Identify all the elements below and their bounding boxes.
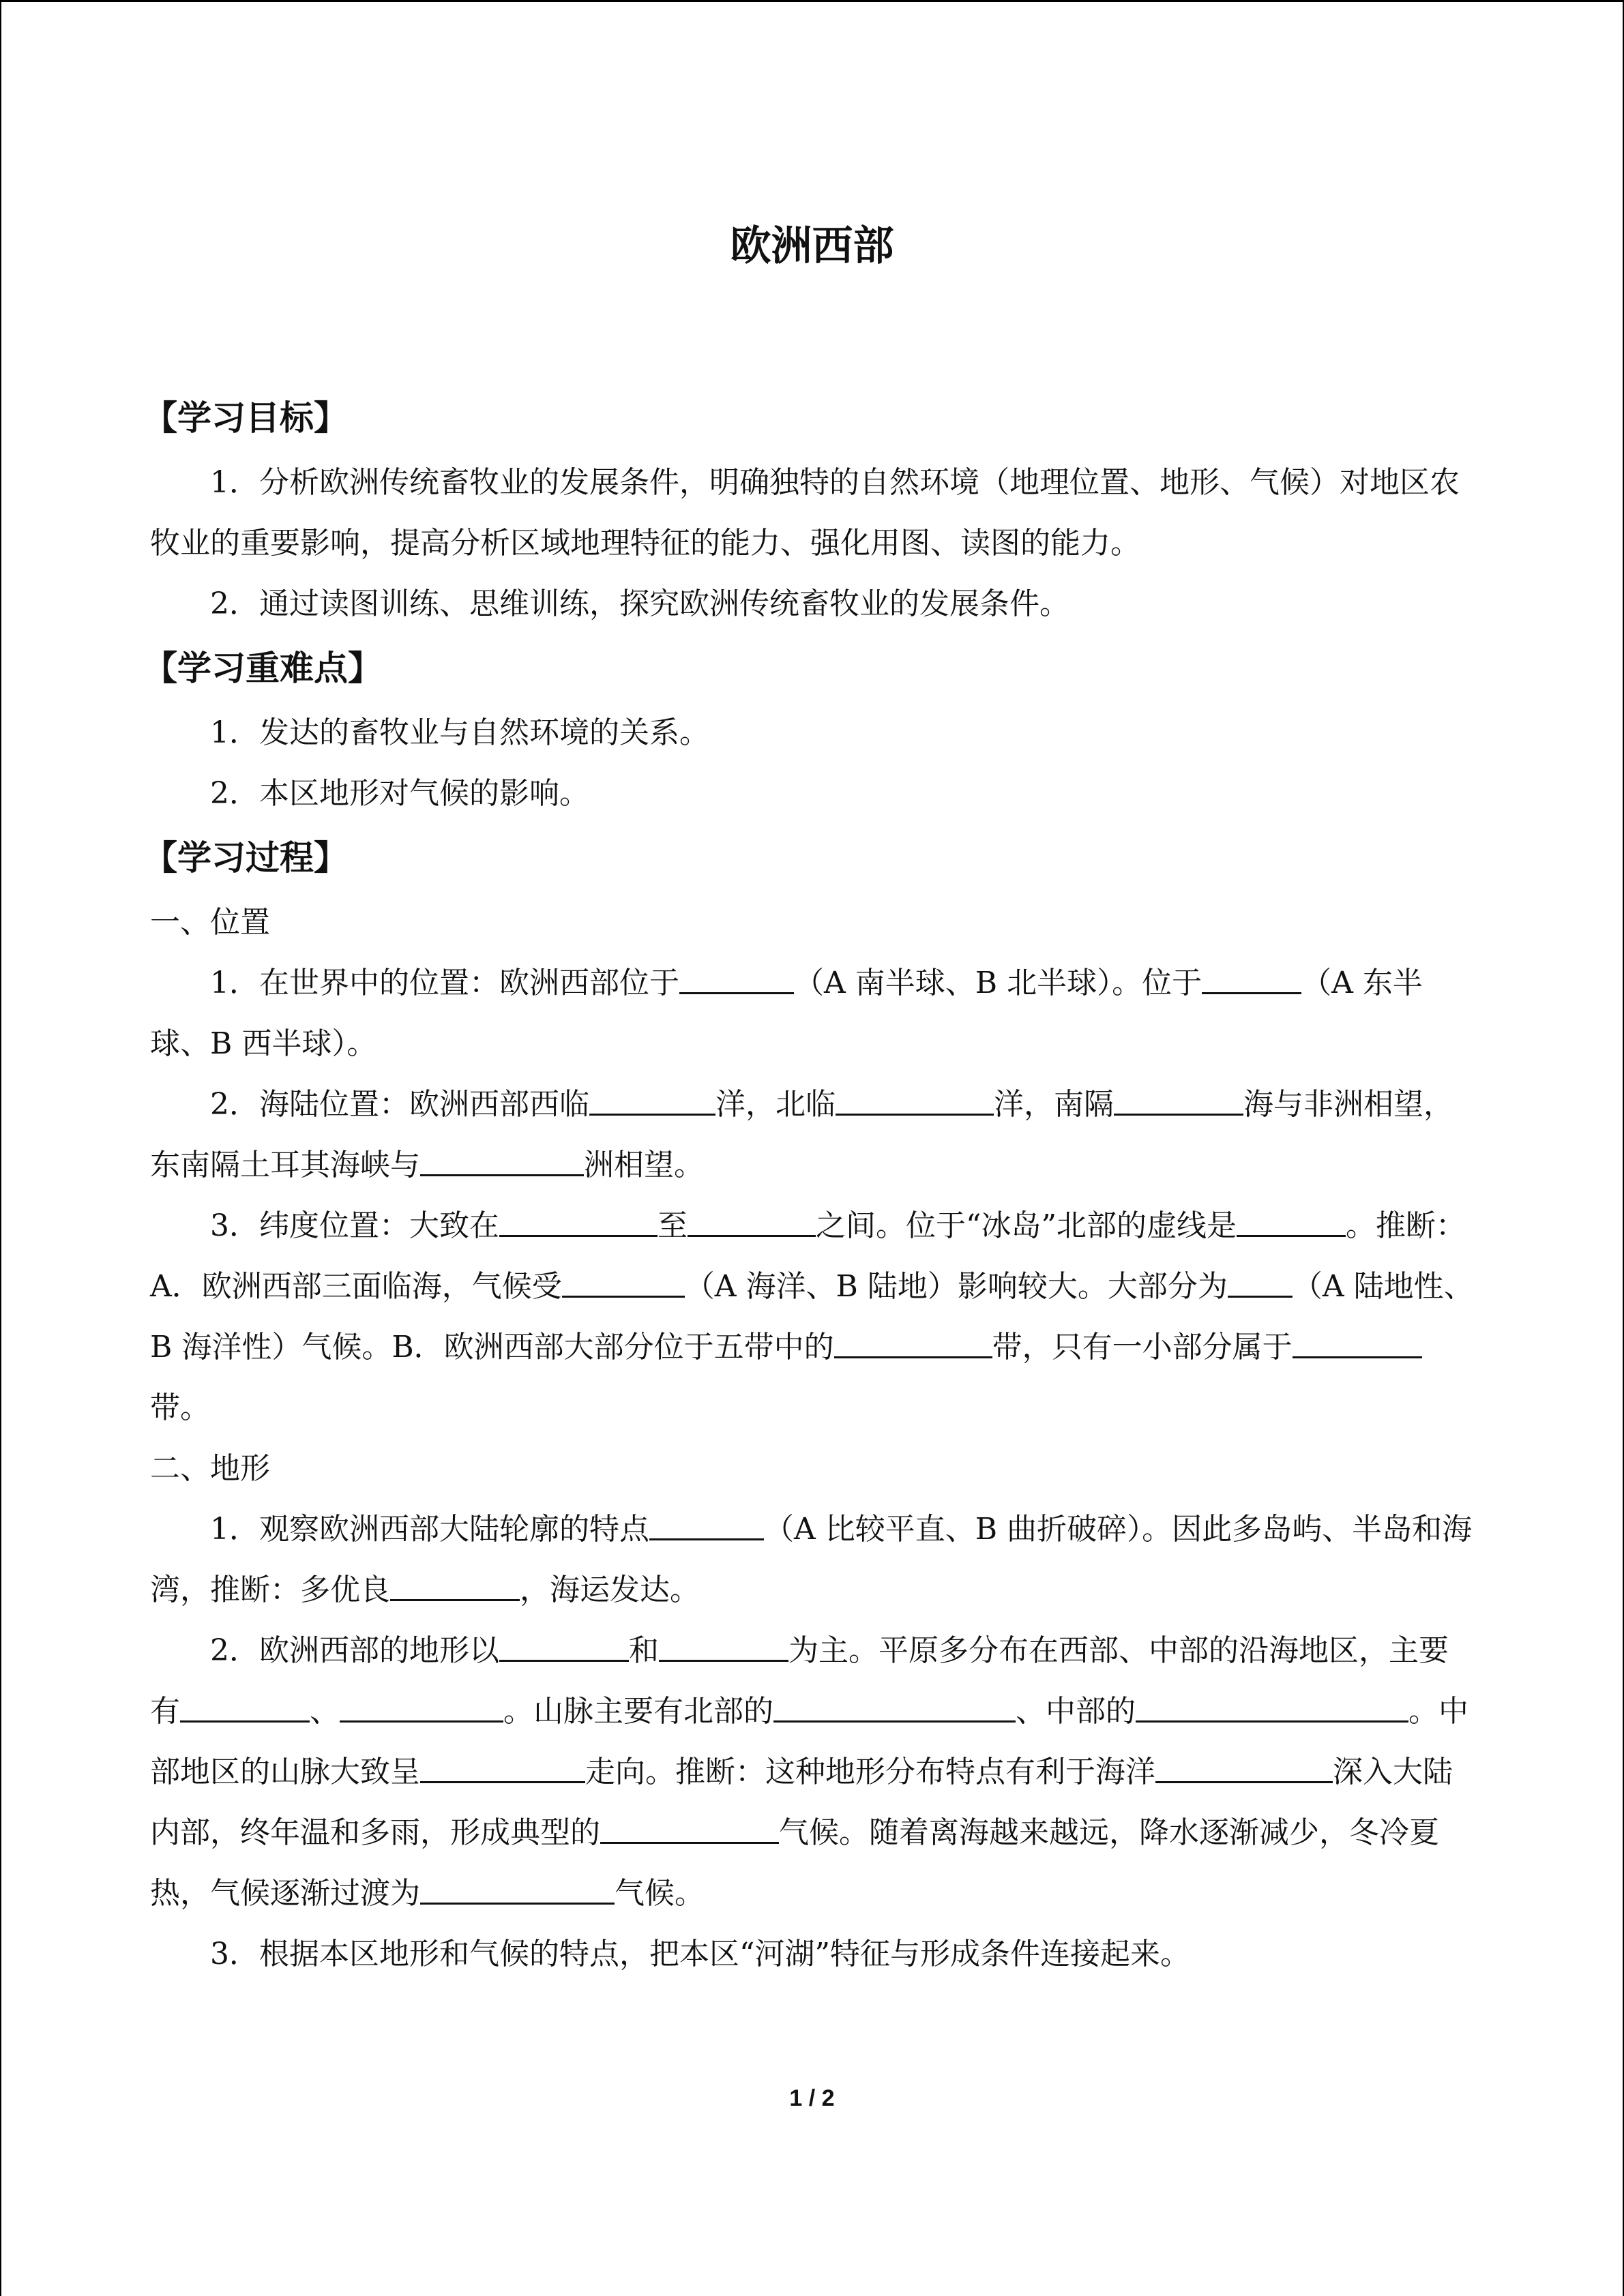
answer-blank[interactable]	[659, 1632, 788, 1662]
answer-blank[interactable]	[1293, 1329, 1422, 1358]
key-point-item: 1．发达的畜牧业与自然环境的关系。	[210, 715, 709, 750]
question-sea-land-position: 2．海陆位置：欧洲西部西临 洋，北临 洋，南隔 海与非洲相望，东南隔土耳其海峡与 洲相望。	[150, 1087, 1453, 1182]
question-coastline: 1．观察欧洲西部大陆轮廓的特点 （A 比较平直、B 曲折破碎）。因此多岛屿、半岛和海湾，推断：多优良 ，海运发达。	[150, 1512, 1473, 1607]
goal-item: 1．分析欧洲传统畜牧业的发展条件，明确独特的自然环境（地理位置、地形、气候）对地区农牧业的重要影响，提高分析区域地理特征的能力、强化用图、读图的能力。	[150, 465, 1460, 561]
answer-blank[interactable]	[1136, 1693, 1408, 1723]
answer-blank[interactable]	[589, 1086, 715, 1116]
answer-blank[interactable]	[562, 1268, 685, 1298]
answer-blank[interactable]	[773, 1693, 1016, 1723]
answer-blank[interactable]	[499, 1208, 658, 1237]
answer-blank[interactable]	[1228, 1268, 1293, 1298]
heading-learning-process: 【学习过程】	[143, 838, 348, 878]
question-rivers-lakes: 3．根据本区地形和气候的特点，把本区“河湖”特征与形成条件连接起来。	[210, 1937, 1190, 1971]
page-number: 1 / 2	[789, 2085, 835, 2111]
question-terrain-types: 2．欧洲西部的地形以 和 为主。平原多分布在西部、中部的沿海地区，主要有 、 。山脉主要有北部的 、中部的 。中部地区的山脉大致呈 走向。推断：这种地形分布特点有利于海洋 深入大陆内部，终年温和多雨，形成典型的 气候。随着离海越来越远，降水逐渐减少，冬冷夏热，气候逐渐过渡为 气候。	[150, 1633, 1468, 1911]
goal-item: 2．通过读图训练、思维训练，探究欧洲传统畜牧业的发展条件。	[210, 586, 1069, 621]
answer-blank[interactable]	[649, 1511, 764, 1540]
key-point-item: 2．本区地形对气候的影响。	[210, 776, 589, 811]
question-latitude-position: 3．纬度位置：大致在 至 之间。位于“冰岛”北部的虚线是 。推断：A．欧洲西部三面临海，气候受 （A 海洋、B 陆地）影响较大。大部分为 （A 陆地性、B 海洋性）气候。B．欧洲西部大部分位于五带中的 带，只有一小部分属于带。	[150, 1208, 1474, 1425]
answer-blank[interactable]	[834, 1329, 992, 1358]
answer-blank[interactable]	[420, 1875, 615, 1905]
answer-blank[interactable]	[679, 965, 794, 994]
answer-blank[interactable]	[600, 1815, 779, 1844]
answer-blank[interactable]	[836, 1086, 994, 1116]
page-title: 欧洲西部	[730, 222, 894, 270]
answer-blank[interactable]	[1155, 1754, 1333, 1783]
question-world-position: 1．在世界中的位置：欧洲西部位于 （A 南半球、B 北半球）。位于 （A 东半球、B 西半球）。	[150, 966, 1423, 1061]
section-terrain-title: 二、地形	[150, 1451, 270, 1486]
answer-blank[interactable]	[1114, 1086, 1243, 1116]
answer-blank[interactable]	[1237, 1208, 1346, 1237]
answer-blank[interactable]	[1202, 965, 1301, 994]
heading-learning-goals: 【学习目标】	[143, 398, 348, 438]
answer-blank[interactable]	[390, 1572, 520, 1601]
answer-blank[interactable]	[420, 1147, 584, 1176]
answer-blank[interactable]	[180, 1693, 310, 1723]
answer-blank[interactable]	[499, 1632, 629, 1662]
answer-blank[interactable]	[688, 1208, 816, 1237]
section-location-title: 一、位置	[150, 905, 270, 940]
answer-blank[interactable]	[340, 1693, 503, 1723]
answer-blank[interactable]	[420, 1754, 585, 1783]
heading-key-points: 【学习重难点】	[143, 648, 382, 688]
document-body	[143, 384, 1477, 1984]
